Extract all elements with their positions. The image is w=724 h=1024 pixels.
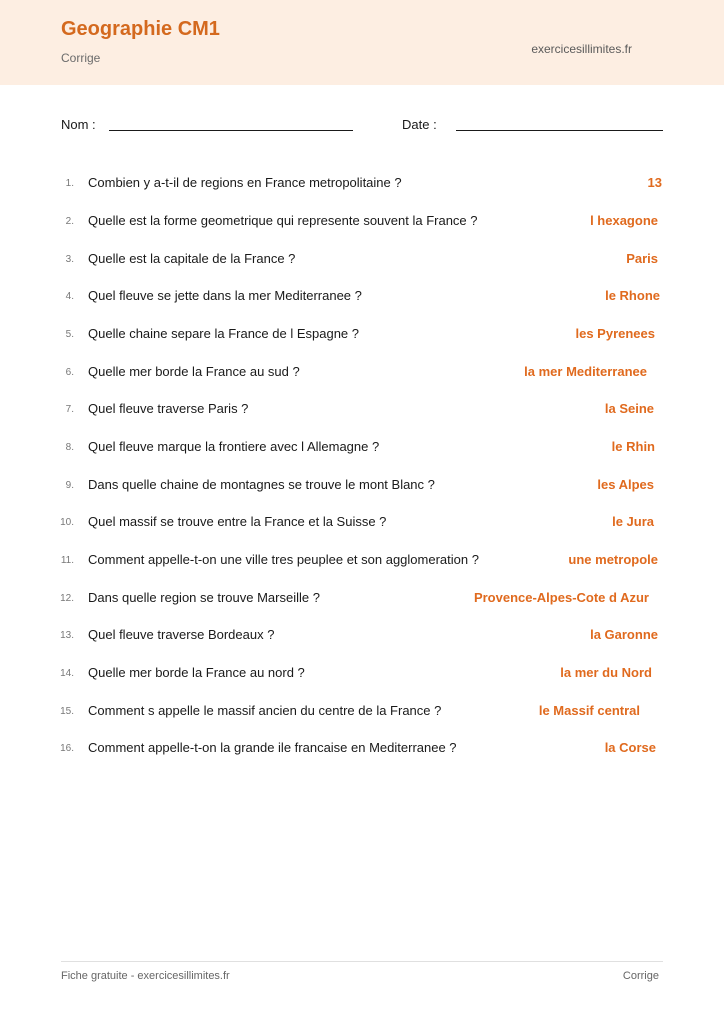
question-number: 5.	[65, 329, 74, 340]
question-answer: les Alpes	[597, 477, 654, 492]
date-label: Date :	[402, 117, 437, 132]
footer-divider	[61, 961, 663, 962]
question-text: Quel massif se trouve entre la France et la Suisse ?	[88, 514, 387, 529]
question-text: Quel fleuve marque la frontiere avec l Allemagne ?	[88, 439, 380, 454]
question-text: Quel fleuve se jette dans la mer Mediterranee ?	[88, 288, 362, 303]
footer-left: Fiche gratuite - exercicesillimites.fr	[61, 970, 230, 982]
question-text: Comment appelle-t-on la grande ile francaise en Mediterranee ?	[88, 740, 457, 755]
question-answer: la Corse	[604, 740, 656, 755]
question-row	[0, 213, 724, 233]
question-answer: le Rhone	[605, 288, 660, 303]
question-text: Comment s appelle le massif ancien du centre de la France ?	[88, 703, 442, 718]
question-number: 8.	[65, 442, 74, 453]
question-answer: le Jura	[612, 514, 654, 529]
question-number: 6.	[65, 367, 74, 378]
question-number: 4.	[65, 291, 74, 302]
question-answer: le Rhin	[611, 439, 655, 454]
question-text: Quel fleuve traverse Bordeaux ?	[88, 627, 275, 642]
question-number: 3.	[65, 254, 74, 265]
question-row	[0, 439, 724, 459]
question-row	[0, 326, 724, 346]
question-row	[0, 627, 724, 647]
question-number: 14.	[60, 668, 74, 679]
question-row	[0, 552, 724, 572]
question-text: Dans quelle region se trouve Marseille ?	[88, 590, 320, 605]
question-number: 7.	[65, 404, 74, 415]
question-number: 12.	[60, 593, 74, 604]
question-row	[0, 514, 724, 534]
question-row	[0, 665, 724, 685]
date-line	[456, 130, 663, 131]
question-text: Combien y a-t-il de regions en France metropolitaine ?	[88, 175, 402, 190]
question-number: 2.	[65, 216, 74, 227]
question-row	[0, 401, 724, 421]
question-row	[0, 740, 724, 760]
question-answer: les Pyrenees	[575, 326, 655, 341]
header-band	[0, 0, 724, 85]
question-answer: Provence-Alpes-Cote d Azur	[473, 590, 649, 605]
question-row	[0, 590, 724, 610]
question-text: Quelle mer borde la France au sud ?	[88, 364, 300, 379]
question-text: Quelle chaine separe la France de l Espagne ?	[88, 326, 360, 341]
question-row	[0, 364, 724, 384]
question-text: Comment appelle-t-on une ville tres peuplee et son agglomeration ?	[88, 552, 479, 567]
question-row	[0, 477, 724, 497]
name-line	[109, 130, 353, 131]
question-answer: une metropole	[568, 552, 658, 567]
question-row	[0, 175, 724, 195]
question-row	[0, 703, 724, 723]
question-text: Quelle est la forme geometrique qui represente souvent la France ?	[88, 213, 478, 228]
question-number: 11.	[60, 555, 74, 566]
question-number: 9.	[65, 480, 74, 491]
question-answer: la Seine	[604, 401, 654, 416]
question-row	[0, 251, 724, 271]
question-answer: le Massif central	[538, 703, 640, 718]
name-label: Nom :	[61, 117, 96, 132]
question-answer: la mer du Nord	[560, 665, 652, 680]
question-number: 10.	[60, 517, 74, 528]
question-answer: l hexagone	[590, 213, 658, 228]
footer-right: Corrige	[622, 970, 659, 982]
question-answer: la mer Mediterranee	[524, 364, 647, 379]
question-text: Quel fleuve traverse Paris ?	[88, 401, 249, 416]
question-number: 1.	[65, 178, 74, 189]
question-text: Quelle mer borde la France au nord ?	[88, 665, 305, 680]
question-text: Dans quelle chaine de montagnes se trouve le mont Blanc ?	[88, 477, 435, 492]
question-number: 15.	[60, 706, 74, 717]
question-number: 16.	[60, 743, 74, 754]
question-answer: 13	[647, 175, 662, 190]
question-row	[0, 288, 724, 308]
question-number: 13.	[60, 630, 74, 641]
site-label: exercicesillimites.fr	[531, 42, 632, 56]
question-text: Quelle est la capitale de la France ?	[88, 251, 296, 266]
question-answer: la Garonne	[590, 627, 658, 642]
page-subtitle: Corrige	[61, 51, 101, 65]
page-title: Geographie CM1	[61, 18, 220, 40]
question-answer: Paris	[626, 251, 658, 266]
